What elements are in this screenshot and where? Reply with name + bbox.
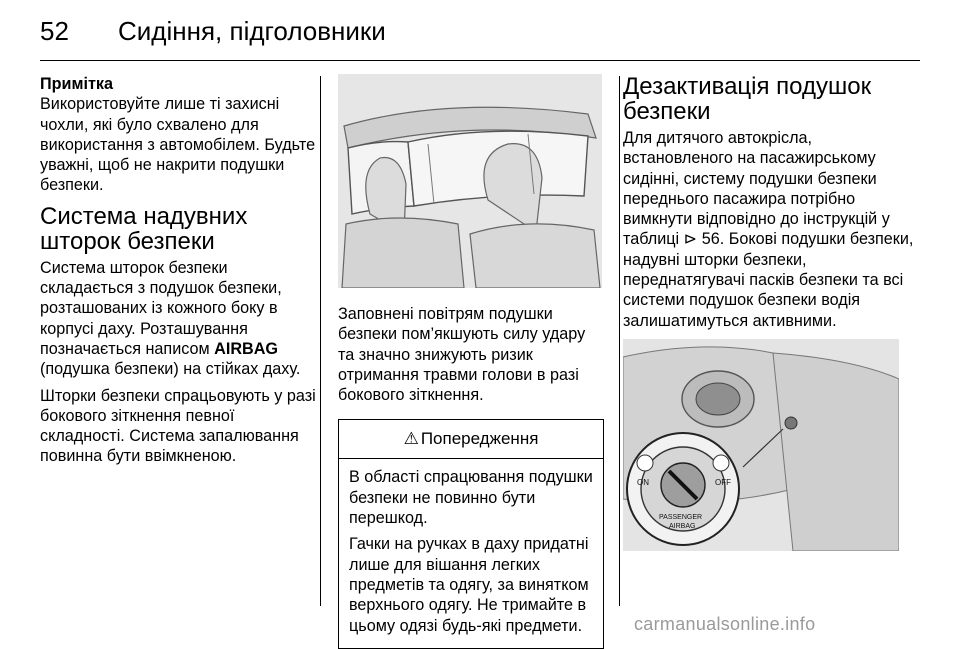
paragraph-curtain-system [40,258,320,380]
watermark: carmanualsonline.info [634,614,816,634]
dashboard-switch-drawing [623,339,899,551]
warning-triangle-icon: ⚠ [403,429,419,449]
page-header [0,0,960,62]
text-fragment: (подушка безпеки) на стійках даху. [40,360,301,379]
warning-title: Попередження [420,429,539,449]
header-rule [40,60,920,61]
warning-paragraph-2: Гачки на ручках в даху придатні лише для вішання легких предметів та одягу, за винятком верхнього одягу. Не тримайте в цьому одязі будь-які предмети. [349,535,589,635]
text-fragment: Для дитячого автокрісла, встановленого на пасажирському сидінні, систему подушки безпеки переднього пасажира потрібно вимкнути відповідно до інструкцій у таблиці [623,129,890,249]
column-divider-right [619,76,620,606]
car-interior-drawing [338,74,602,288]
warning-paragraph-1: В області спрацювання подушки безпеки не повинно бути перешкод. [349,468,593,528]
page-reference[interactable]: 56 [701,230,720,249]
paragraph-deployment: Шторки безпеки спрацьовують у разі бокового зіткнення певної складності. Система запалювання повинна бути ввімкненою. [40,386,316,466]
switch-off-label: OFF [715,477,731,487]
running-title: Сидіння, підголовники [118,16,386,46]
page-ref-arrow-icon: ⊳ [683,230,698,249]
warning-title-bar [339,420,603,459]
page-number: 52 [40,16,69,46]
text-fragment: . Бокові подушки безпеки, надувні шторки безпеки, переднатягувачі пасків безпеки та всі системи подушок безпеки водія залишатимуться активними. [623,230,914,330]
section-heading-curtain-airbag: Система надувних шторок безпеки [40,202,248,255]
note-label: Примітка [40,75,113,93]
column-divider-left [320,76,321,606]
curtain-airbag-illustration [338,74,602,288]
warning-body [339,459,603,647]
airbag-marking: AIRBAG [214,339,279,358]
airbag-switch-illustration [623,339,899,551]
switch-on-label: ON [637,477,649,487]
switch-airbag-label: AIRBAG [669,522,696,530]
figure-caption: Заповнені повітрям подушки безпеки пом’якшують силу удару та значно знижують ризик отримання травми голови в разі бокового зіткнення. [338,305,586,405]
paragraph-deactivation [623,128,923,331]
text-fragment: Система шторок безпеки складається з подушок безпеки, розташованих із кожного боку в корпусі даху. Розташування позначається написом [40,258,282,358]
note-text: Використовуйте лише ті захисні чохли, які було схвалено для використання з автомобілем. Будьте уважні, щоб не накрити подушки безпеки. [40,95,316,195]
column-3 [623,74,923,551]
section-heading-deactivation: Дезактивація подушок безпеки [623,73,872,125]
column-2 [338,74,604,649]
column-1 [40,74,320,473]
warning-box [338,419,604,648]
switch-passenger-label: PASSENGER [659,513,703,521]
